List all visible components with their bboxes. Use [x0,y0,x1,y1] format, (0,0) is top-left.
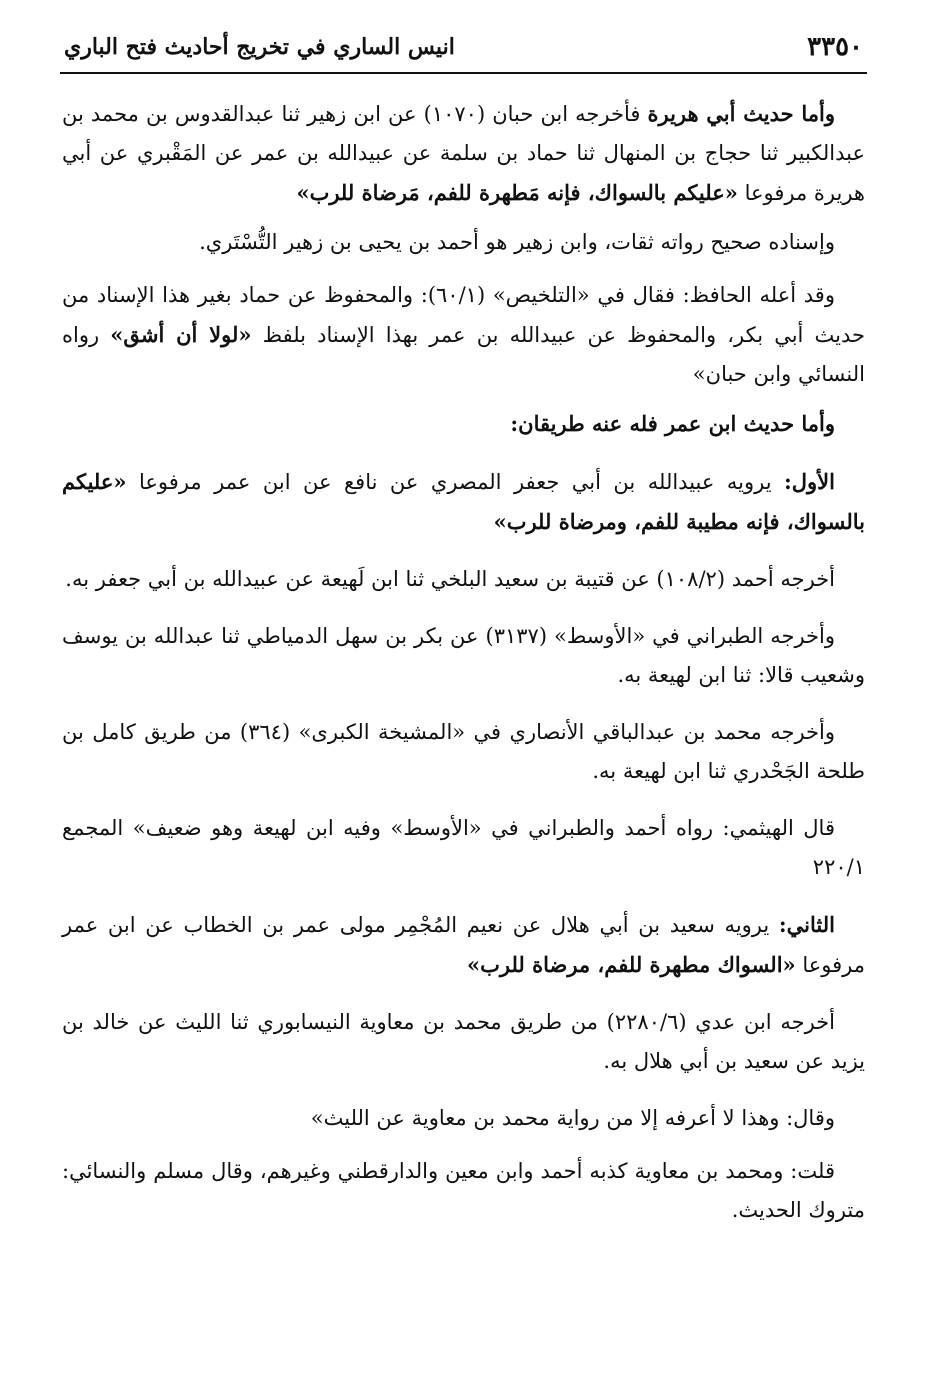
paragraph-text: قلت: ومحمد بن معاوية كذبه أحمد وابن معين والدارقطني وغيرهم، وقال مسلم والنسائي: متروك الحديث. [62,1159,865,1222]
hadith-quote: «عليكم بالسواك، فإنه مَطهرة للفم، مَرضاة للرب» [296,180,738,205]
hadith-quote: «عليكم بالسواك، فإنه مطيبة للفم، ومرضاة للرب» [62,469,865,534]
paragraph-text: يرويه عبيدالله بن أبي جعفر المصري عن نافع عن ابن عمر مرفوعا [126,470,785,494]
paragraph-abu-hurayra [62,94,865,213]
paragraph-text: أخرجه أحمد (١٠٨/٢) عن قتيبة بن سعيد البلخي ثنا ابن لَهيعة عن عبيدالله بن أبي جعفر به. [65,567,835,591]
paragraph-ansari-takhrij [62,713,865,791]
paragraph-haythami [62,809,865,887]
book-title: انيس الساري في تخريج أحاديث فتح الباري [64,34,455,60]
hadith-quote: «لولا أن أشق» [110,322,252,347]
paragraph-ibn-adi-quote [62,1099,865,1138]
page-body [62,94,865,1230]
paragraph-text: أخرجه ابن عدي (٢٢٨٠/٦) من طريق محمد بن معاوية النيسابوري ثنا الليث عن خالد بن يزيد عن سعيد بن أبي هلال به. [62,1010,865,1073]
paragraph-tabarani-takhrij [62,617,865,695]
paragraph-second-route [62,905,865,985]
paragraph-hafiz-talkhis [62,276,865,394]
paragraph-lead: وأما حديث أبي هريرة [647,101,835,126]
paragraph-text: وأخرجه محمد بن عبدالباقي الأنصاري في «المشيخة الكبرى» (٣٦٤) من طريق كامل بن طلحة الجَحْدري ثنا ابن لهيعة به. [62,720,865,783]
paragraph-ahmad-takhrij [62,560,865,599]
paragraph-lead: وأما حديث ابن عمر فله عنه طريقان: [510,411,835,436]
paragraph-text: قال الهيثمي: رواه أحمد والطبراني في «الأوسط» وفيه ابن لهيعة وهو ضعيف» المجمع ٢٢٠/١ [62,816,865,879]
paragraph-text: وقد أعله الحافظ: فقال في «التلخيص» (٦٠/١): والمحفوظ عن حماد بغير هذا الإسناد من حديث أبي بكر، والمحفوظ عن عبيدالله بن عمر بهذا الإسناد بلفظ [62,283,865,347]
section-heading-ibn-umar [62,404,865,444]
paragraph-text: وقال: وهذا لا أعرفه إلا من رواية محمد بن معاوية عن الليث» [310,1106,835,1130]
paragraph-text: فأخرجه ابن حبان (١٠٧٠) عن ابن زهير ثنا عبدالقدوس بن محمد بن عبدالكبير ثنا حجاج بن المنهال ثنا حماد بن سلمة عن عبيدالله بن عمر عن المَقْبري عن أبي هريرة مرفوعا [62,102,865,205]
paragraph-ibn-adi-takhrij [62,1003,865,1081]
paragraph-lead: الثاني: [778,912,835,937]
hadith-quote: «السواك مطهرة للفم، مرضاة للرب» [466,952,796,977]
paragraph-text: وإسناده صحيح رواته ثقات، وابن زهير هو أحمد بن يحيى بن زهير التُّسْتَري. [199,230,835,254]
paragraph-author-note [62,1152,865,1230]
paragraph-isnad-grading [62,223,865,262]
paragraph-first-route [62,462,865,542]
paragraph-text: يرويه سعيد بن أبي هلال عن نعيم المُجْمِر مولى عمر بن الخطاب عن ابن عمر مرفوعا [62,913,865,977]
running-header [60,28,867,74]
page-number: ٣٣٥٠ [807,32,863,62]
paragraph-tail: رواه النسائي وابن حبان» [62,323,865,386]
paragraph-lead: الأول: [784,469,835,494]
paragraph-text: وأخرجه الطبراني في «الأوسط» (٣١٣٧) عن بكر بن سهل الدمياطي ثنا عبدالله بن يوسف وشعيب قالا: ثنا ابن لهيعة به. [62,624,865,687]
